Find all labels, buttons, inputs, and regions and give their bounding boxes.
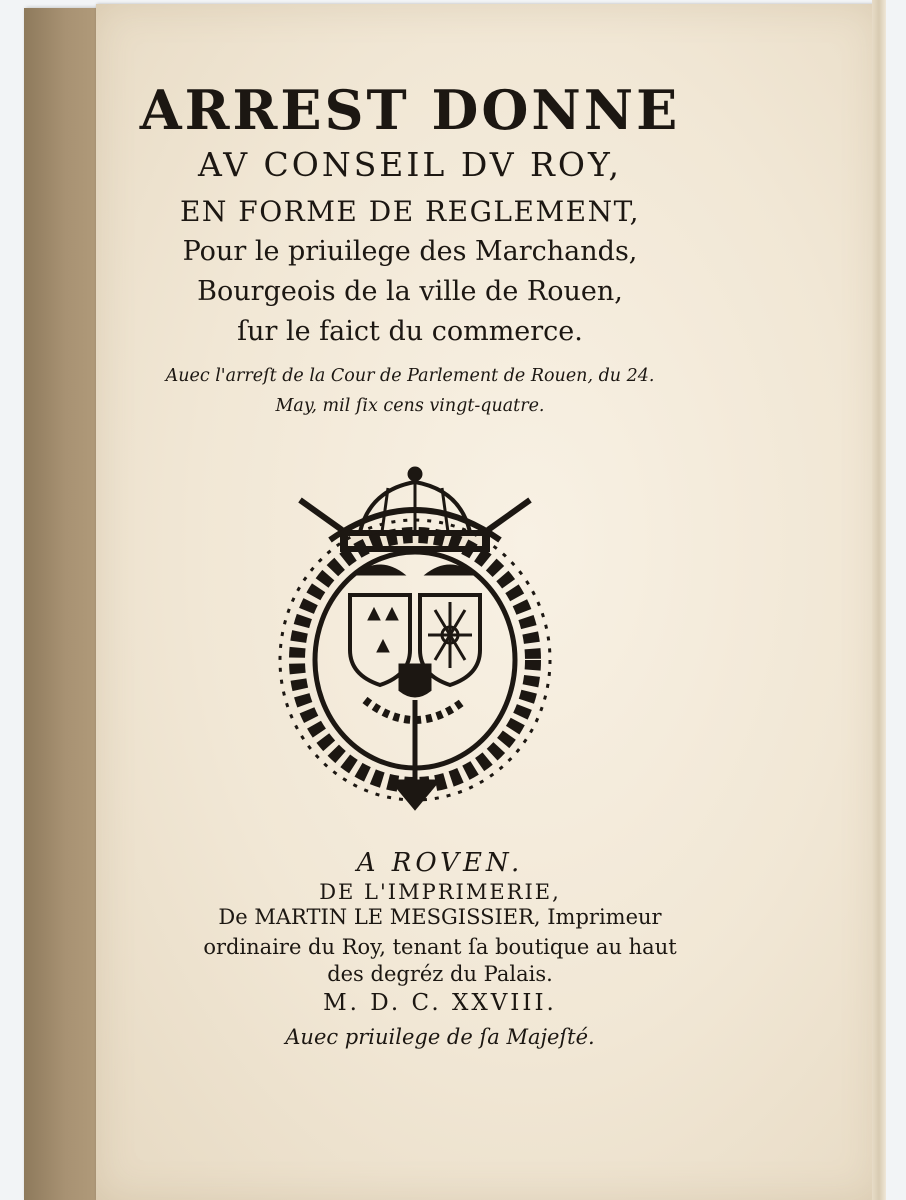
imprint-printery: DE L'IMPRIMERIE, [319,880,561,904]
imprint-year: M. D. C. XXVIII. [323,990,557,1016]
imprint-privilege: Auec priuilege de ſa Majeſté. [285,1025,595,1049]
subtitle-line-2: May, mil ſix cens vingt-quatre. [275,396,545,416]
title-line-3: EN FORME DE REGLEMENT, [179,195,641,228]
imprint-location: des degréz du Palais. [327,962,553,986]
imprint-role: ordinaire du Roy, tenant ſa boutique au haut [203,935,677,959]
subtitle-line-1: Auec l'arreſt de la Cour de Parlement de Rouen, du 24. [165,366,655,386]
title-line-6: ſur le faict du commerce. [237,316,583,347]
imprint-printer: De MARTIN LE MESGISSIER, Imprimeur [218,905,662,929]
imprint-city: A ROVEN. [356,848,524,878]
royal-coat-of-arms-icon [270,460,560,815]
title-line-2: AV CONSEIL DV ROY, [198,145,622,184]
page-edge [872,0,886,1200]
title-line-5: Bourgeois de la ville de Rouen, [197,276,623,307]
title-line-4: Pour le priuilege des Marchands, [182,236,638,267]
title-line-1: ARREST DONNE [139,78,681,142]
